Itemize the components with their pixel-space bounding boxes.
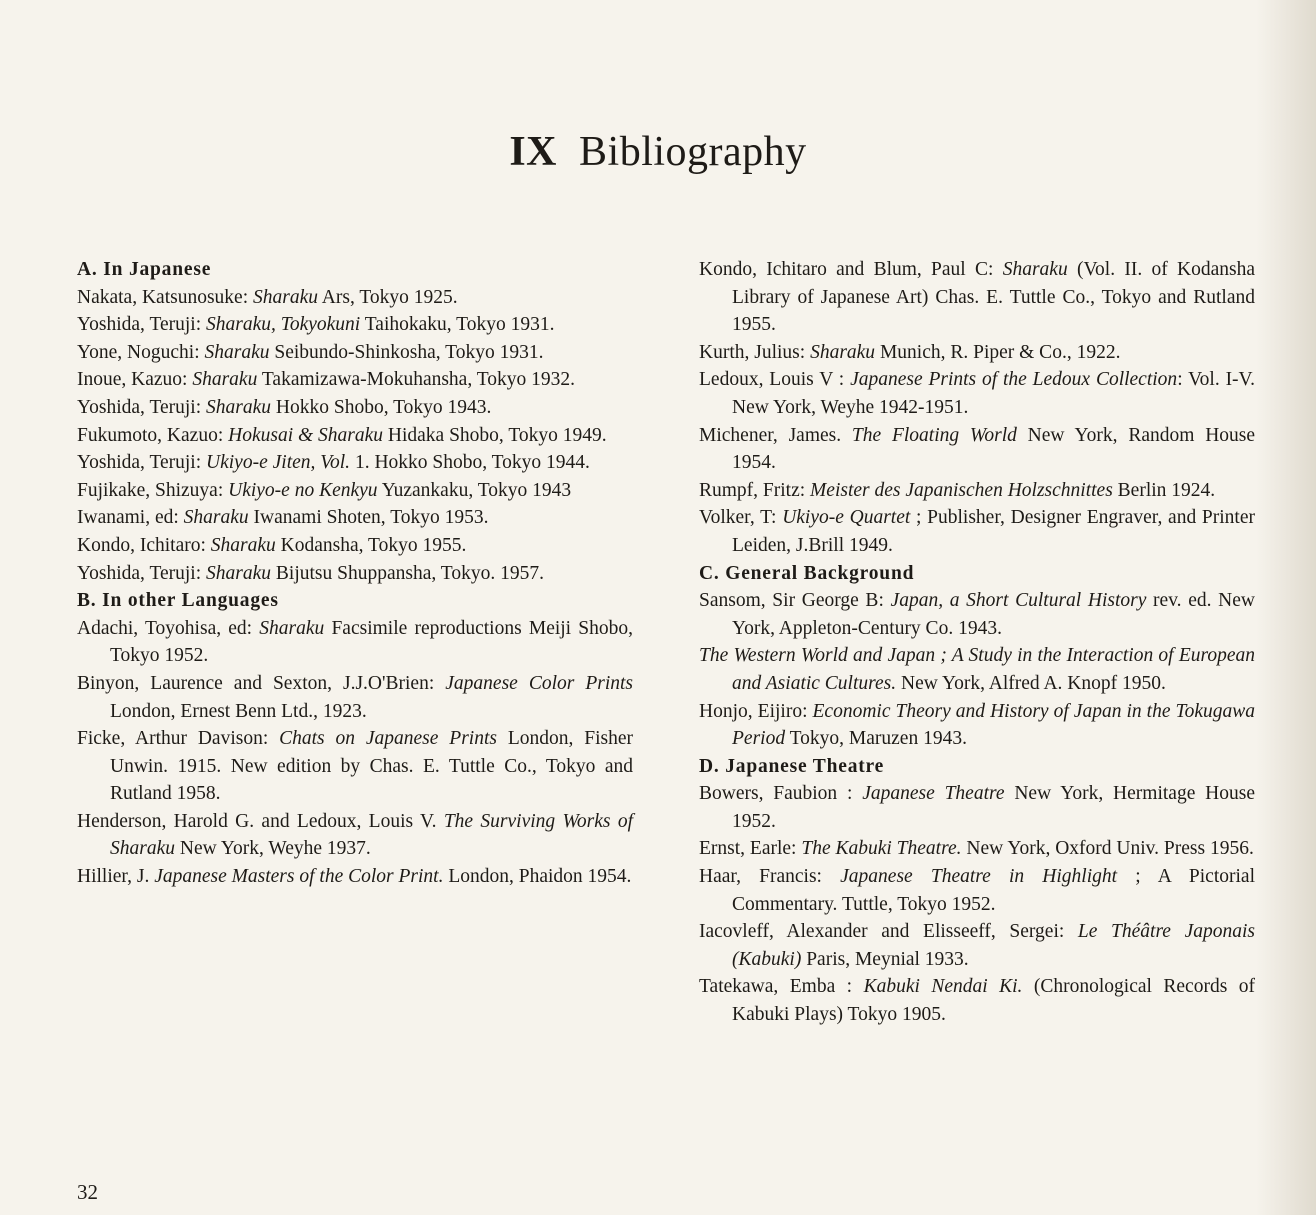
entry-title: Sharaku bbox=[183, 507, 249, 529]
entry-author: Kondo, Ichitaro and Blum, Paul C: bbox=[699, 259, 1003, 280]
entry-publication: Taihokaku, Tokyo 1931. bbox=[360, 314, 555, 336]
entry-publication: 1. Hokko Shobo, Tokyo 1944. bbox=[350, 452, 590, 474]
entry-author: Hillier, J. bbox=[77, 866, 155, 888]
entry-title: Le Théâtre Japonais (Kabuki) bbox=[732, 921, 1255, 970]
entry-publication: New York, Oxford Univ. Press 1956. bbox=[961, 838, 1254, 860]
section-heading: A. In Japanese bbox=[77, 259, 212, 280]
bibliography-entry bbox=[77, 504, 633, 532]
entry-author: Rumpf, Fritz: bbox=[699, 479, 811, 501]
entry-title: Japanese Theatre bbox=[862, 783, 1005, 805]
entry-author: Nakata, Katsunosuke: bbox=[77, 286, 253, 308]
entry-author: Fujikake, Shizuya: bbox=[77, 479, 229, 501]
entry-publication: Hokko Shobo, Tokyo 1943. bbox=[271, 396, 492, 418]
entry-author: Bowers, Faubion : bbox=[699, 783, 863, 805]
bibliography-entry bbox=[77, 422, 633, 450]
entry-publication: New York, Random House 1954. bbox=[732, 424, 1256, 474]
bibliography-entry bbox=[699, 780, 1255, 835]
entry-title: The Floating World bbox=[851, 424, 1017, 446]
entry-title: Japanese Masters of the Color Print. bbox=[154, 866, 444, 888]
bibliography-entry bbox=[77, 532, 633, 560]
entry-publication: Facsimile reproductions Meiji Shobo, Tokyo 1952. bbox=[110, 617, 633, 667]
entry-title: Sharaku bbox=[1002, 259, 1068, 280]
chapter-numeral: IX bbox=[509, 129, 558, 175]
entry-publication: (Chronological Records of Kabuki Plays) Tokyo 1905. bbox=[732, 976, 1255, 1026]
bibliography-entry bbox=[699, 366, 1255, 421]
section-heading: C. General Background bbox=[699, 562, 915, 584]
entry-title: Ukiyo-e no Kenkyu bbox=[228, 479, 378, 501]
entry-title: Chats on Japanese Prints bbox=[279, 728, 497, 750]
entry-title: Sharaku bbox=[204, 341, 270, 363]
bibliography-entry bbox=[699, 835, 1255, 863]
section-heading: B. In other Languages bbox=[77, 590, 279, 612]
entry-title: Ukiyo-e Jiten, Vol. bbox=[206, 452, 351, 474]
page-edge-shadow bbox=[1256, 0, 1316, 1215]
entry-author: Yoshida, Teruji: bbox=[77, 452, 207, 474]
entry-title: Sharaku bbox=[192, 369, 258, 391]
entry-author: Ledoux, Louis V : bbox=[699, 369, 851, 391]
bibliography-entry bbox=[699, 339, 1255, 367]
bibliography-entry bbox=[699, 504, 1255, 559]
bibliography-entry bbox=[699, 918, 1255, 973]
entry-author: Volker, T: bbox=[699, 507, 783, 529]
bibliography-entry bbox=[77, 284, 633, 312]
right-column bbox=[699, 256, 1255, 1029]
entry-title: Japanese Prints of the Ledoux Collection bbox=[850, 369, 1178, 391]
entry-publication: New York, Hermitage House 1952. bbox=[732, 783, 1255, 832]
left-column bbox=[77, 256, 633, 891]
bibliography-entry bbox=[699, 422, 1255, 477]
entry-author: Inoue, Kazuo: bbox=[77, 369, 193, 391]
bibliography-entry bbox=[77, 366, 633, 394]
bibliography-entry bbox=[699, 698, 1255, 753]
bibliography-entry bbox=[77, 394, 633, 422]
entry-author: Yoshida, Teruji: bbox=[77, 562, 207, 584]
entry-author: Yone, Noguchi: bbox=[77, 341, 205, 363]
entry-publication: ; A Pictorial Commentary. Tuttle, Tokyo 1952. bbox=[732, 866, 1255, 915]
entry-title: Sharaku bbox=[259, 617, 325, 639]
bibliography-entry bbox=[699, 642, 1255, 697]
entry-publication: Ars, Tokyo 1925. bbox=[318, 286, 458, 308]
bibliography-entry bbox=[77, 311, 633, 339]
entry-publication: London, Phaidon 1954. bbox=[443, 866, 632, 888]
bibliography-entry bbox=[699, 587, 1255, 642]
section-heading: D. Japanese Theatre bbox=[699, 755, 885, 777]
bibliography-entry bbox=[699, 863, 1255, 918]
entry-publication: Berlin 1924. bbox=[1112, 479, 1216, 501]
entry-publication: Bijutsu Shuppansha, Tokyo. 1957. bbox=[271, 562, 544, 584]
entry-author: Iwanami, ed: bbox=[77, 507, 184, 529]
entry-title: Ukiyo-e Quartet bbox=[782, 507, 911, 529]
entry-title: Economic Theory and History of Japan in the Tokugawa Period bbox=[732, 700, 1255, 750]
entry-author: Fukumoto, Kazuo: bbox=[77, 424, 229, 446]
entry-author: Binyon, Laurence and Sexton, J.J.O'Brien: bbox=[77, 672, 446, 694]
entry-publication: Paris, Meynial 1933. bbox=[801, 948, 969, 970]
entry-publication: Munich, R. Piper & Co., 1922. bbox=[875, 341, 1121, 363]
entry-title: Sharaku bbox=[810, 341, 876, 363]
bibliography-entry bbox=[77, 863, 633, 891]
entry-author: Ernst, Earle: bbox=[699, 838, 802, 860]
entry-publication: Hidaka Shobo, Tokyo 1949. bbox=[383, 424, 607, 446]
entry-publication: : Vol. I-V. New York, Weyhe 1942-1951. bbox=[732, 369, 1255, 418]
entry-title: Sharaku bbox=[210, 534, 276, 556]
entry-author: Sansom, Sir George B: bbox=[699, 590, 891, 612]
entry-author: Kurth, Julius: bbox=[699, 341, 811, 363]
entry-author: Honjo, Eijiro: bbox=[699, 700, 813, 722]
entry-author: Yoshida, Teruji: bbox=[77, 314, 207, 336]
entry-author: Haar, Francis: bbox=[699, 866, 841, 888]
bibliography-entry bbox=[77, 449, 633, 477]
entry-title: Japanese Color Prints bbox=[445, 672, 633, 694]
entry-title: Japan, a Short Cultural History bbox=[890, 590, 1147, 612]
bibliography-entry bbox=[699, 973, 1255, 1028]
entry-author: Henderson, Harold G. and Ledoux, Louis V. bbox=[77, 810, 444, 832]
entry-publication: Yuzankaku, Tokyo 1943 bbox=[377, 479, 572, 501]
chapter-title: Bibliography bbox=[579, 129, 807, 175]
entry-title: Sharaku bbox=[206, 396, 272, 418]
entry-title: Hokusai & Sharaku bbox=[228, 424, 384, 446]
entry-publication: Kodansha, Tokyo 1955. bbox=[275, 534, 467, 556]
entry-title: Japanese Theatre in Highlight bbox=[840, 866, 1118, 888]
entry-title: Sharaku bbox=[253, 286, 318, 308]
entry-title: Sharaku bbox=[206, 562, 272, 584]
entry-publication: rev. ed. New York, Appleton-Century Co. 1943. bbox=[732, 590, 1255, 639]
entry-title: Meister des Japanischen Holzschnittes bbox=[810, 479, 1113, 501]
entry-author: Adachi, Toyohisa, ed: bbox=[77, 617, 260, 639]
entry-publication: New York, Alfred A. Knopf 1950. bbox=[896, 672, 1166, 694]
entry-author: Ficke, Arthur Davison: bbox=[77, 728, 280, 750]
entry-author: Yoshida, Teruji: bbox=[77, 396, 207, 418]
entry-author: Tatekawa, Emba : bbox=[699, 976, 864, 998]
bibliography-entry bbox=[77, 477, 633, 505]
entry-publication: London, Fisher Unwin. 1915. New edition by Chas. E. Tuttle Co., Tokyo and Rutland 1958. bbox=[110, 728, 633, 805]
entry-publication: New York, Weyhe 1937. bbox=[175, 838, 371, 860]
entry-title: The Western World and Japan ; A Study in the Interaction of European and Asiatic Cultures. bbox=[699, 645, 1255, 694]
entry-publication: Tokyo, Maruzen 1943. bbox=[785, 728, 967, 750]
bibliography-entry bbox=[699, 477, 1255, 505]
entry-publication: Seibundo-Shinkosha, Tokyo 1931. bbox=[269, 341, 544, 363]
entry-publication: Takamizawa-Mokuhansha, Tokyo 1932. bbox=[257, 369, 576, 391]
bibliography-entry bbox=[77, 670, 633, 725]
bibliography-entry bbox=[77, 339, 633, 367]
entry-title: The Surviving Works of Sharaku bbox=[110, 810, 633, 860]
bibliography-entry bbox=[77, 615, 633, 670]
entry-publication: (Vol. II. of Kodansha Library of Japanese Art) Chas. E. Tuttle Co., Tokyo and Rutland 1955. bbox=[732, 259, 1255, 336]
entry-publication: Iwanami Shoten, Tokyo 1953. bbox=[248, 507, 489, 529]
bibliography-entry bbox=[699, 256, 1255, 339]
bibliography-entry bbox=[77, 560, 633, 588]
bibliography-entry bbox=[77, 808, 633, 863]
entry-author: Michener, James. bbox=[699, 424, 852, 446]
entry-author: Kondo, Ichitaro: bbox=[77, 534, 211, 556]
page-number: 32 bbox=[77, 1180, 98, 1204]
entry-publication: London, Ernest Benn Ltd., 1923. bbox=[110, 700, 367, 722]
entry-title: Kabuki Nendai Ki. bbox=[863, 976, 1023, 998]
entry-title: The Kabuki Theatre. bbox=[801, 838, 962, 860]
entry-publication: ; Publisher, Designer Engraver, and Printer Leiden, J.Brill 1949. bbox=[732, 507, 1255, 556]
entry-title: Sharaku, Tokyokuni bbox=[206, 314, 361, 336]
entry-author: Iacovleff, Alexander and Elisseeff, Sergei: bbox=[699, 921, 1078, 943]
bibliography-entry bbox=[77, 725, 633, 808]
chapter-heading bbox=[0, 128, 1316, 176]
